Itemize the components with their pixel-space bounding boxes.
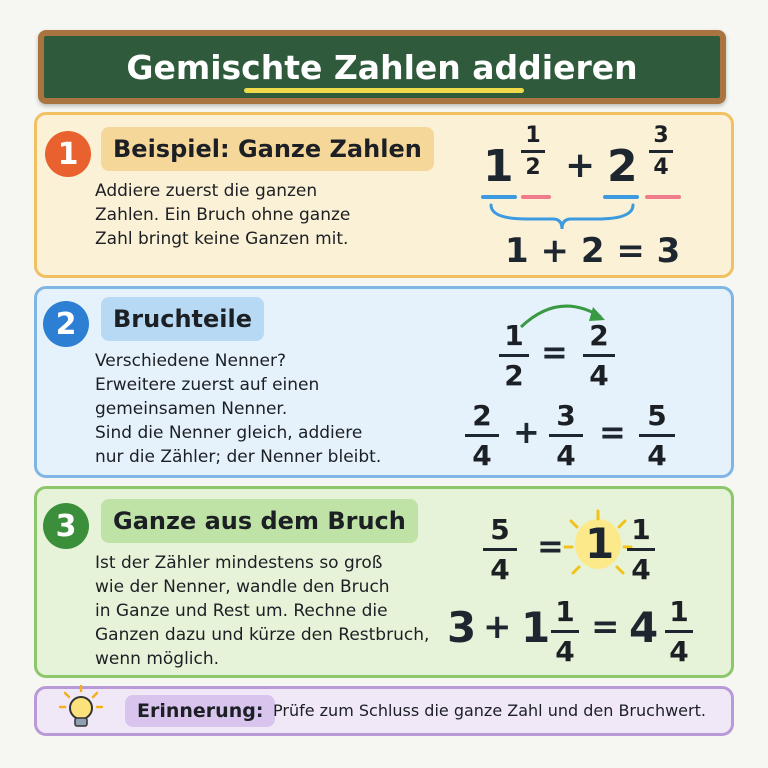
reminder-text: Prüfe zum Schluss die ganze Zahl und den Bruchwert. xyxy=(273,701,706,720)
numerator: 2 xyxy=(472,399,492,432)
fraction-five-fourths xyxy=(483,513,517,586)
denominator: 4 xyxy=(669,635,689,668)
mixed-a-whole: 1 xyxy=(483,141,514,192)
fraction-bar xyxy=(639,434,675,437)
lead-whole: 3 xyxy=(447,603,477,652)
step-1-heading: Beispiel: Ganze Zahlen xyxy=(101,127,434,171)
fraction-bar xyxy=(551,630,579,633)
denominator: 4 xyxy=(589,359,609,392)
fraction-bar xyxy=(583,354,615,357)
title-board xyxy=(38,30,726,104)
whole-marker-b xyxy=(603,195,639,199)
mixed-a-fraction xyxy=(521,123,545,180)
reminder-label: Erinnerung: xyxy=(125,695,275,727)
fraction-addend-a xyxy=(465,399,499,472)
mixed-b-numerator: 3 xyxy=(653,123,669,148)
numerator: 3 xyxy=(556,399,576,432)
page-title: Gemischte Zahlen addieren xyxy=(126,48,638,87)
fraction-bar xyxy=(665,630,693,633)
mixed-a-denominator: 2 xyxy=(525,155,541,180)
step-3-heading: Ganze aus dem Bruch xyxy=(101,499,418,543)
title-underline xyxy=(244,88,524,93)
denominator: 4 xyxy=(647,439,667,472)
denominator: 4 xyxy=(555,635,575,668)
denominator: 4 xyxy=(490,553,510,586)
fraction-marker-b xyxy=(645,195,681,199)
plus-sign: + xyxy=(513,413,540,451)
numerator: 1 xyxy=(631,513,651,546)
step-3-text: Ist der Zähler mindestens so groß wie der Nenner, wandle den Bruch in Ganze und Rest um. Rechne die Ganzen dazu und kürze den Restbruch, wenn möglich. xyxy=(95,553,430,669)
numerator: 1 xyxy=(504,319,524,352)
fraction-bar xyxy=(465,434,499,437)
numerator: 5 xyxy=(490,513,510,546)
mixed-fraction xyxy=(551,595,579,668)
mixed-a-numerator: 1 xyxy=(525,123,541,148)
step-1-card xyxy=(34,112,734,278)
mixed-b-denominator: 4 xyxy=(653,155,669,180)
fraction-sum xyxy=(639,399,675,472)
fraction-marker-a xyxy=(521,195,551,199)
whole-part: 1 xyxy=(585,519,615,568)
fraction-bar xyxy=(499,354,529,357)
result-whole: 4 xyxy=(629,603,659,652)
denominator: 4 xyxy=(472,439,492,472)
fraction-bar xyxy=(627,548,655,551)
lightbulb-icon xyxy=(59,685,103,735)
plus-sign: + xyxy=(483,607,512,647)
mixed-b-whole: 2 xyxy=(607,141,638,192)
fraction-bar xyxy=(483,548,517,551)
whole-marker-a xyxy=(481,195,517,199)
whole-sum: 1 + 2 = 3 xyxy=(505,231,681,271)
remainder-fraction xyxy=(627,513,655,586)
numerator: 5 xyxy=(647,399,667,432)
denominator: 2 xyxy=(504,359,524,392)
mixed-whole: 1 xyxy=(521,603,551,652)
step-2-heading: Bruchteile xyxy=(101,297,264,341)
plus-sign: + xyxy=(565,145,596,186)
equals-sign: = xyxy=(599,413,626,451)
fraction-half xyxy=(499,319,529,392)
step-2-text: Verschiedene Nenner? Erweitere zuerst auf einen gemeinsamen Nenner. Sind die Nenner gleich, addiere nur die Zähler; der Nenner bleibt. xyxy=(95,351,382,467)
fraction-addend-b xyxy=(549,399,583,472)
step-1-number: 1 xyxy=(45,131,91,177)
denominator: 4 xyxy=(556,439,576,472)
fraction-bar xyxy=(549,434,583,437)
reminder-card xyxy=(34,686,734,736)
step-2-number: 2 xyxy=(43,301,89,347)
step-2-card xyxy=(34,286,734,478)
denominator: 4 xyxy=(631,553,651,586)
step-1-text: Addiere zuerst die ganzen Zahlen. Ein Bruch ohne ganze Zahl bringt keine Ganzen mit. xyxy=(95,181,351,249)
numerator: 1 xyxy=(669,595,689,628)
result-fraction xyxy=(665,595,693,668)
step-3-number: 3 xyxy=(43,503,89,549)
equals-sign: = xyxy=(537,527,564,565)
fraction-bar xyxy=(521,150,545,153)
equals-sign: = xyxy=(541,333,568,371)
numerator: 1 xyxy=(555,595,575,628)
fraction-two-fourths xyxy=(583,319,615,392)
brace-icon xyxy=(487,201,637,231)
fraction-bar xyxy=(649,150,673,153)
step-3-card xyxy=(34,486,734,678)
mixed-b-fraction xyxy=(649,123,673,180)
numerator: 2 xyxy=(589,319,609,352)
equals-sign: = xyxy=(591,607,620,647)
